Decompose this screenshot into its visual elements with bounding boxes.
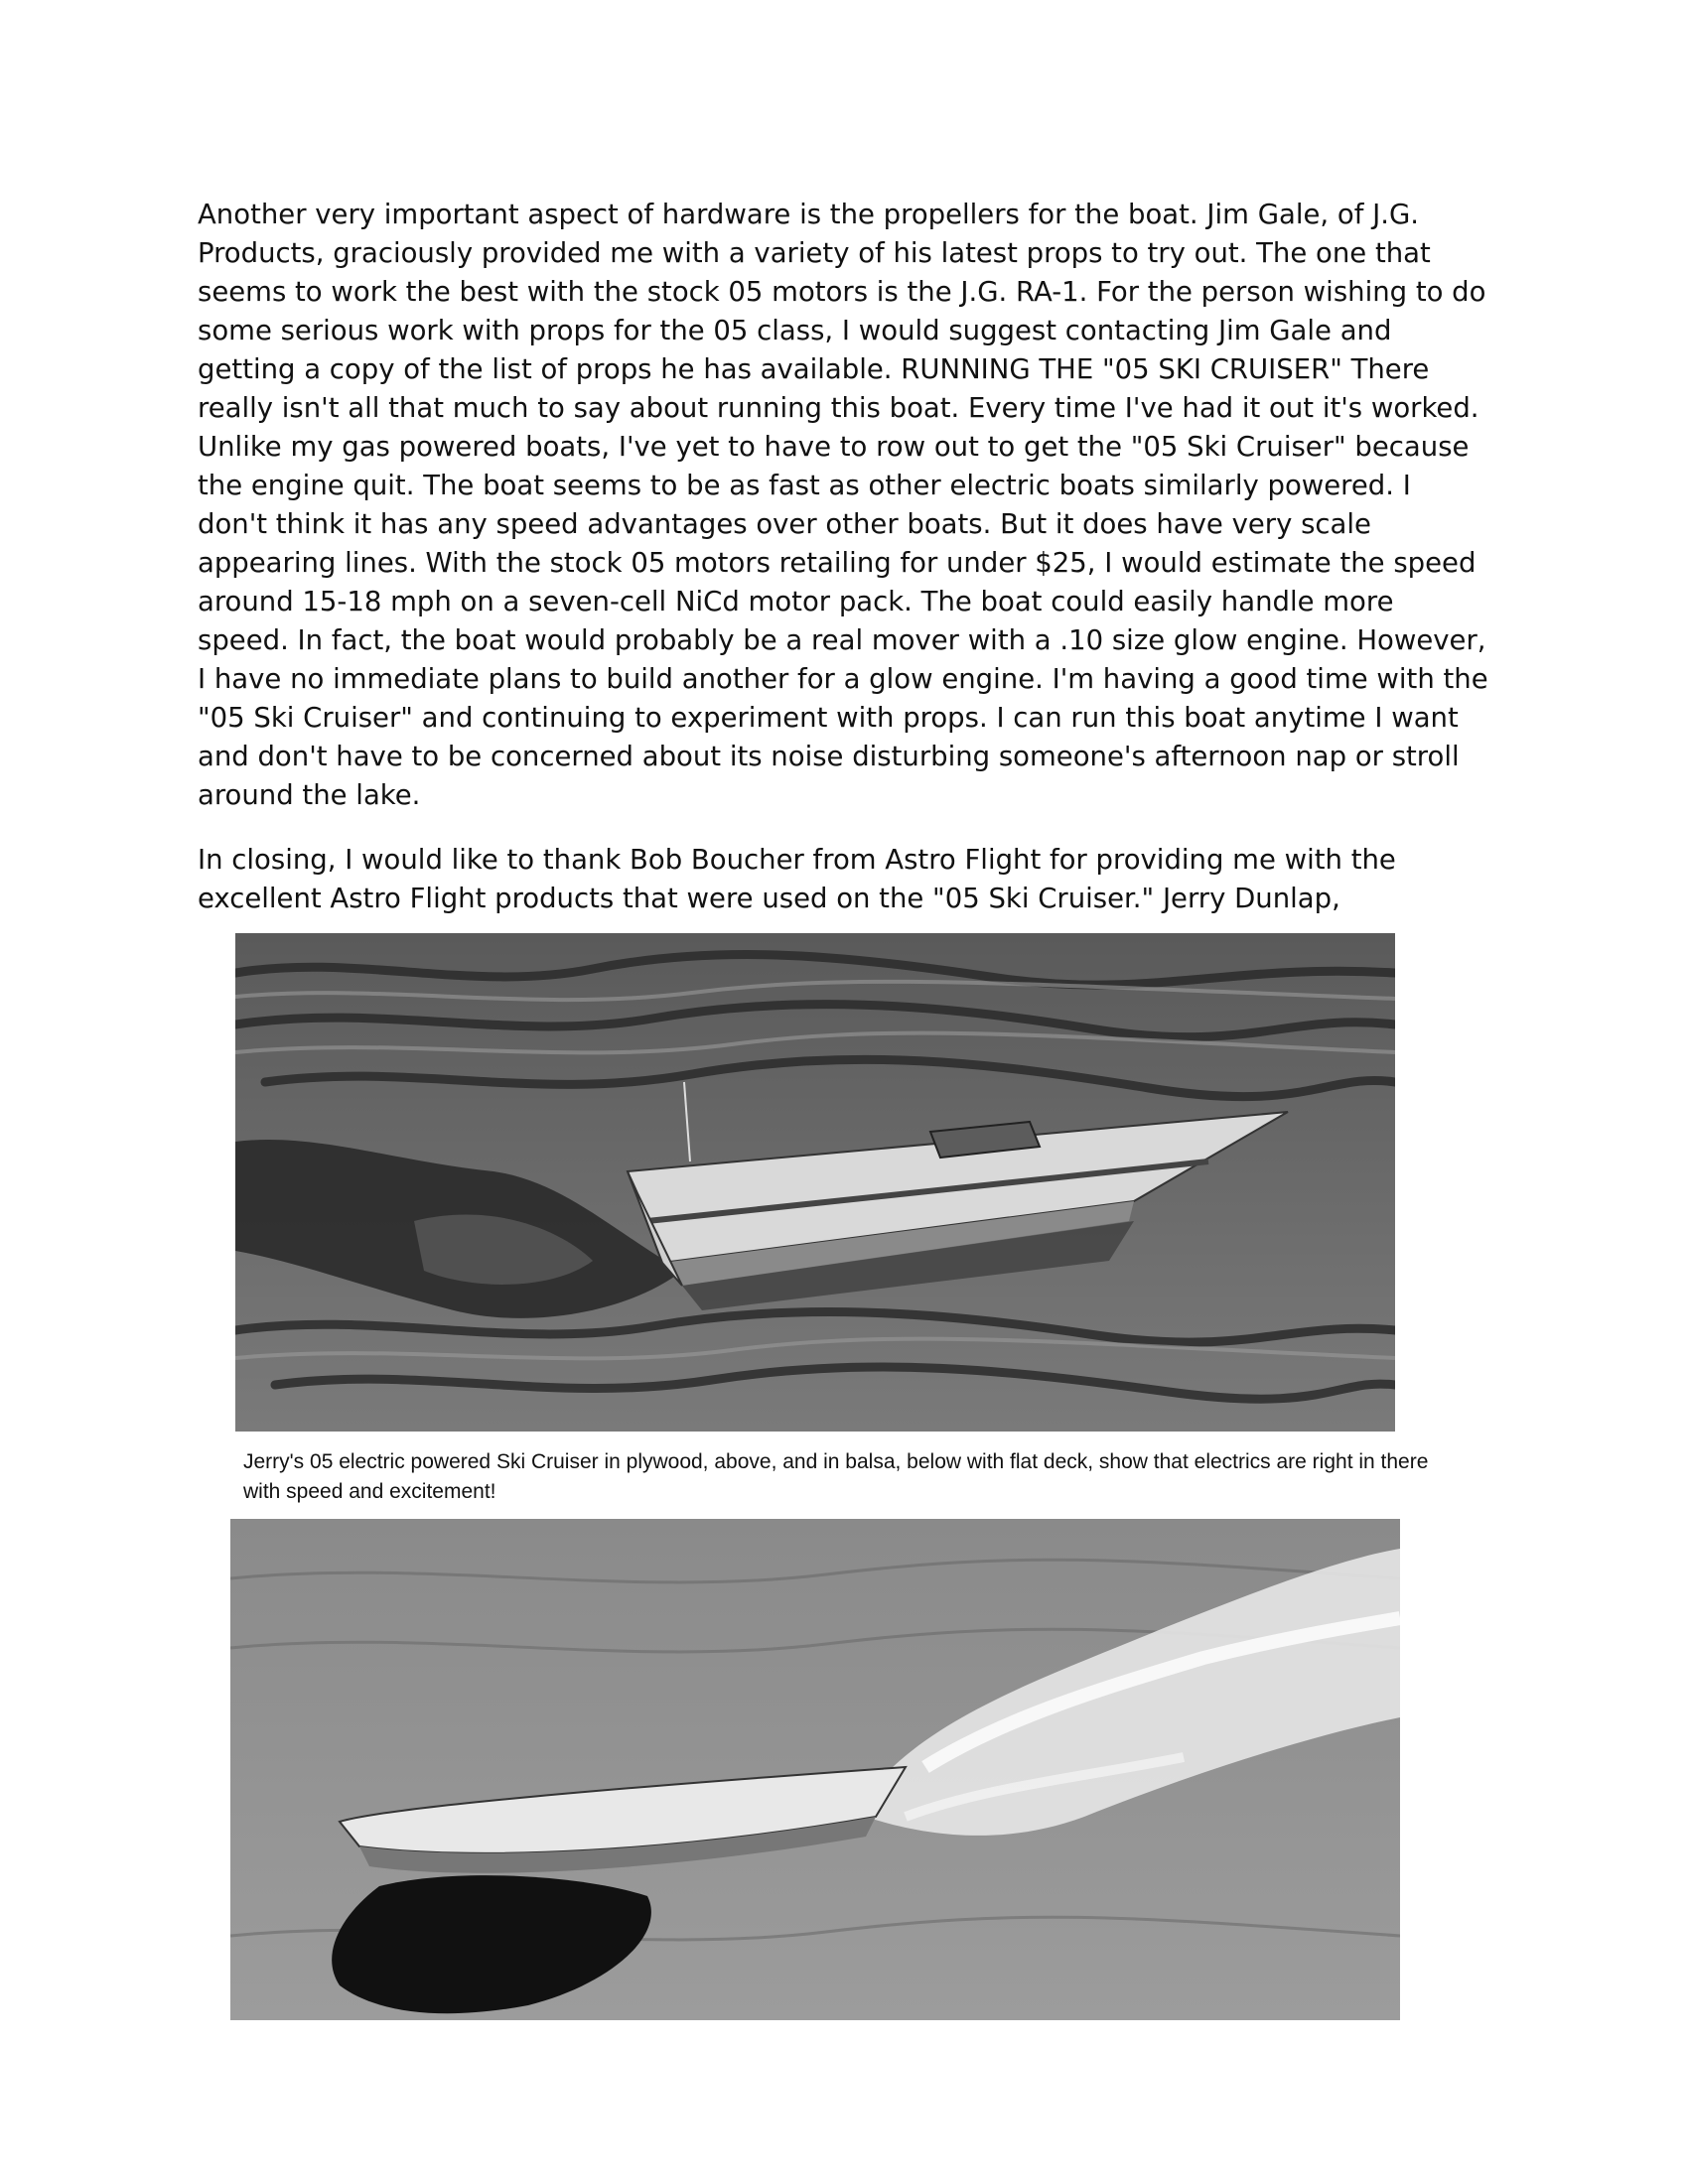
photo-plywood-ski-cruiser [235,933,1395,1432]
body-paragraph-closing: In closing, I would like to thank Bob Boucher from Astro Flight for providing me with the excellent Astro Flight products that were used on the "05 Ski Cruiser." Jerry Dunlap, [198,844,1396,914]
photo-balsa-ski-cruiser [230,1519,1400,2020]
boat-photo-illustration-top [235,933,1395,1432]
boat-photo-illustration-bottom [230,1519,1400,2020]
body-paragraph-propellers-running: Another very important aspect of hardware is the propellers for the boat. Jim Gale, of J.G. Products, graciously provided me with a variety of his latest props to try out. The one that seems to work the best with the stock 05 motors is the J.G. RA-1. For the person wishing to do some serious work with props for the 05 class, I would suggest contacting Jim Gale and getting a copy of the list of props he has available. RUNNING THE "05 SKI CRUISER" There really isn't all that much to say about running this boat. Every time I've had it out it's worked. Unlike my gas powered boats, I've yet to have to row out to get the "05 Ski Cruiser" because the engine quit. The boat seems to be as fast as other electric boats similarly powered. I don't think it has any speed advantages over other boats. But it does have very scale appearing lines. With the stock 05 motors retailing for under $25, I would estimate the speed around 15-18 mph on a seven-cell NiCd motor pack. The boat could easily handle more speed. In fact, the boat would probably be a real mover with a .10 size glow engine. However, I have no immediate plans to build another for a glow engine. I'm having a good time with the "05 Ski Cruiser" and continuing to experiment with props. I can run this boat anytime I want and don't have to be concerned about its noise disturbing someone's afternoon nap or stroll around the lake. [198,199,1488,811]
figure-caption: Jerry's 05 electric powered Ski Cruiser in plywood, above, and in balsa, below with flat deck, show that electrics are right in there with speed and excitement! [243,1450,1429,1503]
